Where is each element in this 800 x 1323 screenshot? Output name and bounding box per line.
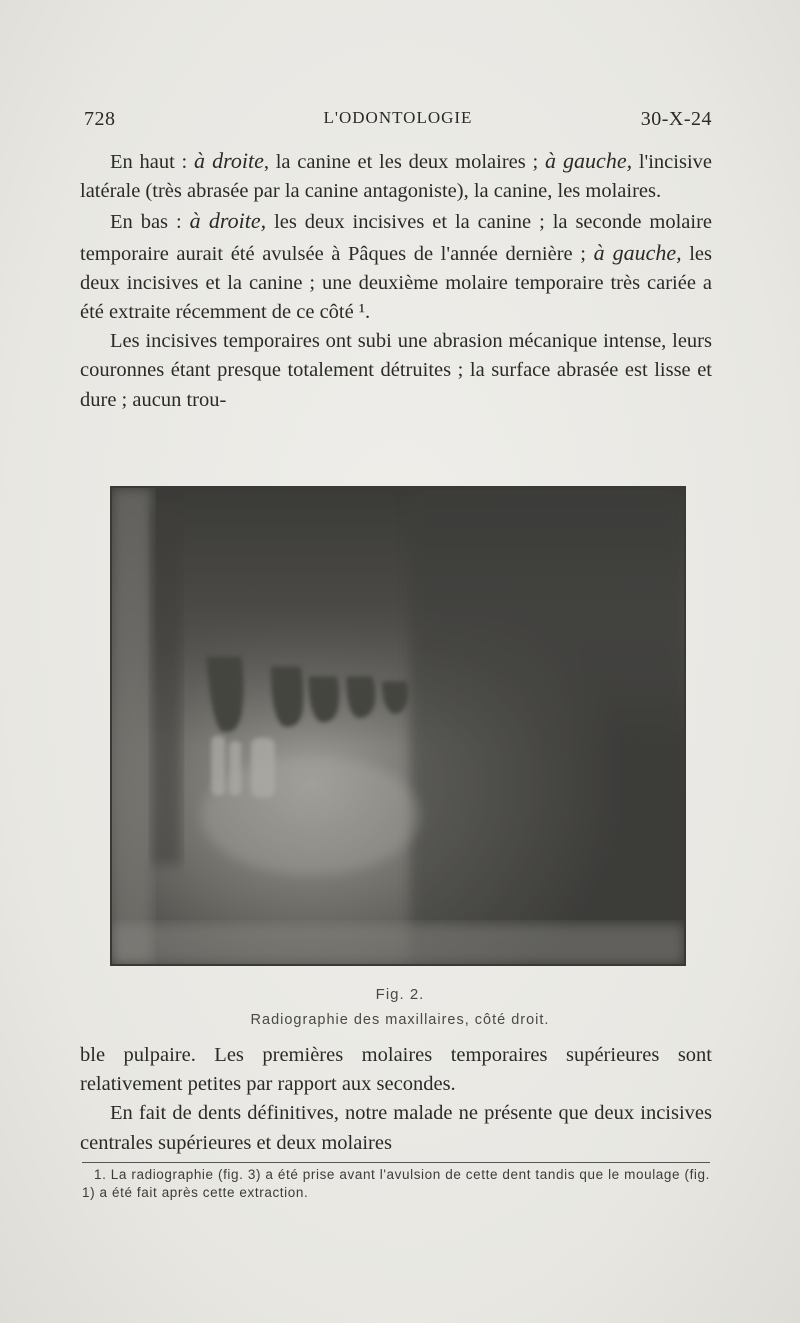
running-head: [84, 108, 712, 138]
figure-caption: Radiographie des maxillaires, côté droit.: [250, 1012, 550, 1028]
body-text-top: [80, 146, 712, 415]
issue-date: 30-X-24: [640, 108, 712, 130]
footnote-rule: [82, 1162, 710, 1163]
page-number: 728: [84, 108, 116, 130]
paragraph-lower-jaw: En bas : à droite, les deux incisives et la canine ; la seconde molaire temporaire aurait été avulsée à Pâques de l'année dernière ; à gauche, les deux incisives et la canine ; une deuxième molaire temporaire très cariée a été extraite récemment de ce côté ¹.: [80, 208, 713, 324]
paragraph-permanent-teeth: En fait de dents définitives, notre malade ne présente que deux incisives centrales supérieures et deux molaires: [80, 1102, 712, 1154]
paragraph-continuation: ble pulpaire. Les premières molaires temporaires supérieures sont relativement petites par rapport aux secondes.: [80, 1044, 712, 1096]
radiograph-figure: [110, 486, 686, 966]
figure-label: Fig. 2.: [375, 986, 425, 1003]
footnote-text: 1. La radiographie (fig. 3) a été prise avant l'avulsion de cette dent tandis que le moulage (fig. 1) a été fait après cette extraction.: [82, 1167, 710, 1200]
body-text-bottom: [80, 1041, 712, 1158]
paragraph-upper-jaw: En haut : à droite, la canine et les deux molaires ; à gauche, l'incisive latérale (très abrasée par la canine antagoniste), la canine, les molaires.: [80, 148, 712, 203]
paragraph-incisors: Les incisives temporaires ont subi une abrasion mécanique intense, leurs couronnes étant presque totalement détruites ; la surface abrasée est lisse et dure ; aucun trou-: [80, 330, 712, 411]
radiograph-image: [112, 488, 684, 964]
journal-title: L'ODONTOLOGIE: [323, 108, 473, 127]
footnote: [82, 1166, 710, 1202]
